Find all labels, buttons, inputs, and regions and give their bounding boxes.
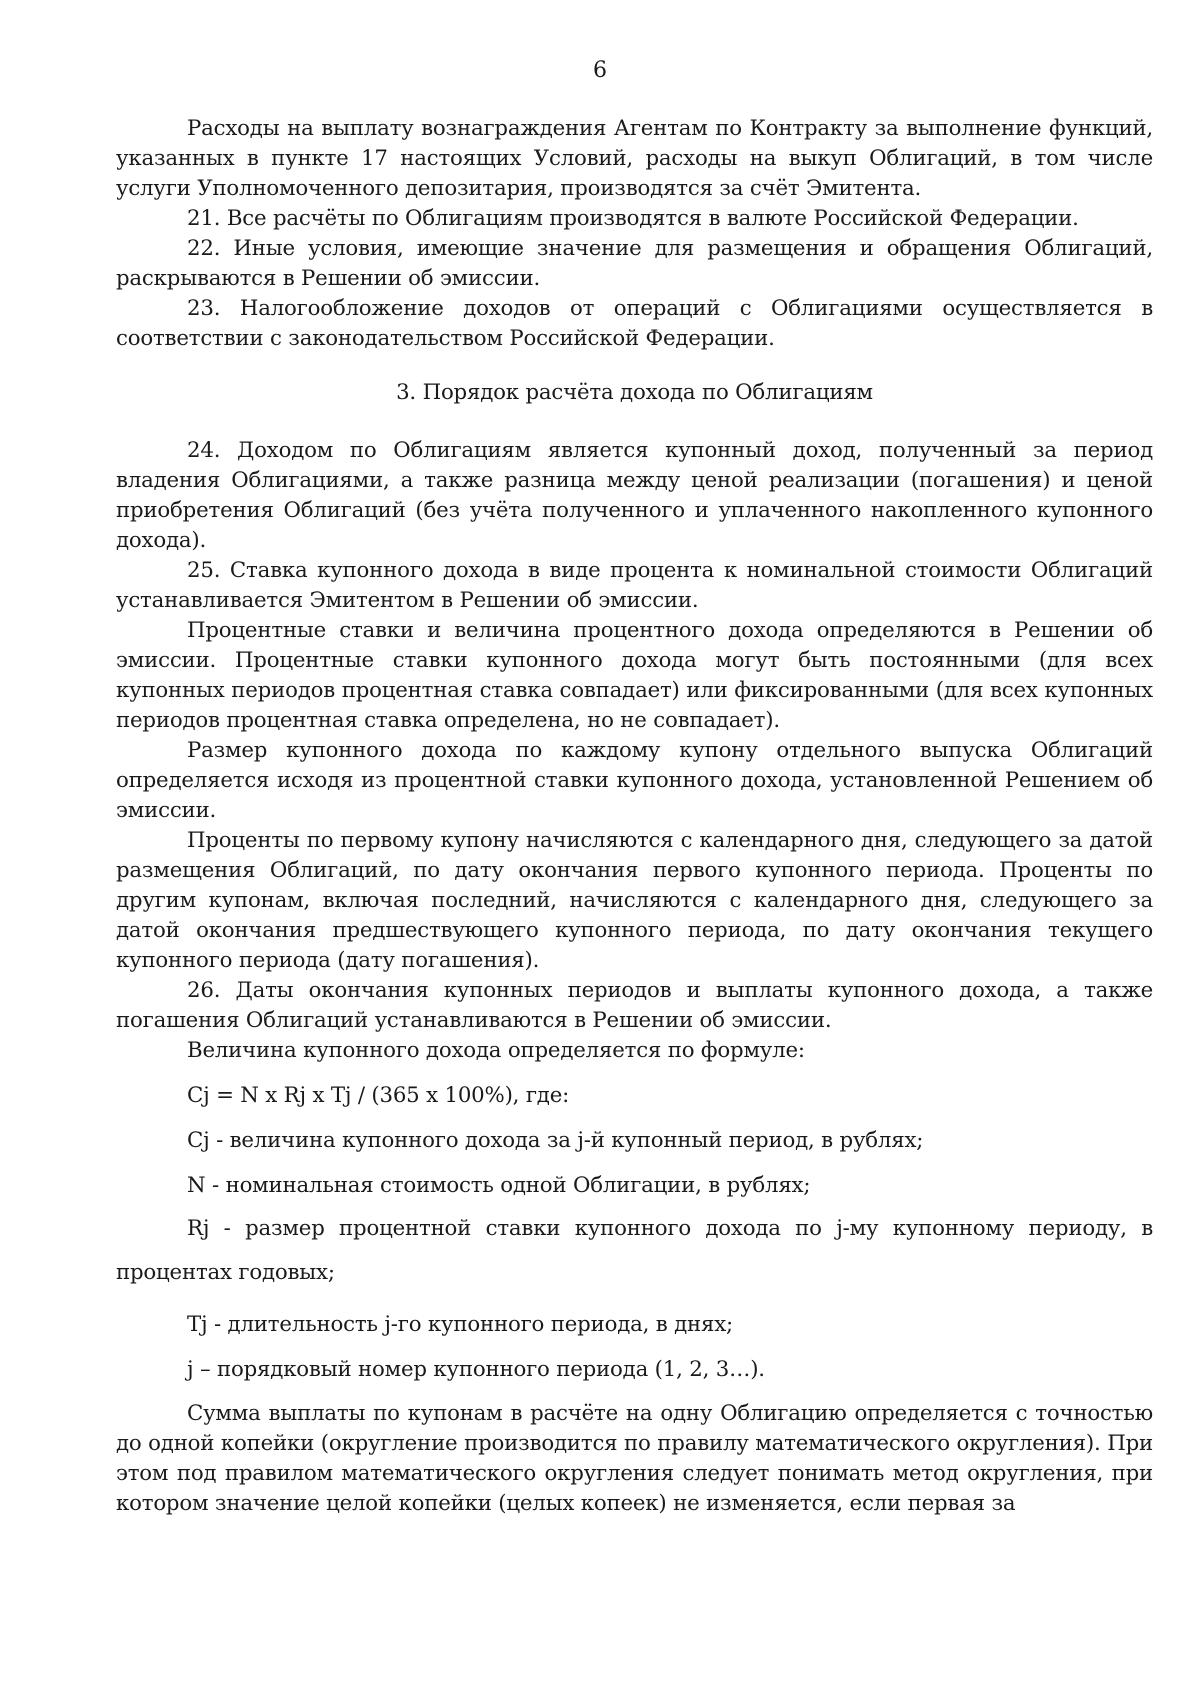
paragraph-interest-rates: Процентные ставки и величина процентного дохода определяются в Решении об эмиссии. Процентные ставки купонного дохода могут быть постоянными (для всех купонных периодов процентная ставка совпадает) или фиксированными (для всех купонных периодов процентная ставка определена, но не совпадает). xyxy=(116,618,1153,733)
paragraph-21: 21. Все расчёты по Облигациям производятся в валюте Российской Федерации. xyxy=(187,206,1079,231)
paragraph-23: 23. Налогообложение доходов от операций с Облигациями осуществляется в соответствии с законодательством Российской Федерации. xyxy=(116,296,1153,351)
paragraph-22: 22. Иные условия, имеющие значение для размещения и обращения Облигаций, раскрываются в Решении об эмиссии. xyxy=(116,236,1153,291)
paragraph-26: 26. Даты окончания купонных периодов и выплаты купонного дохода, а также погашения Облигаций устанавливаются в Решении об эмиссии. xyxy=(116,978,1153,1033)
page-number: 6 xyxy=(593,58,607,83)
paragraph-interest-accrual: Проценты по первому купону начисляются с календарного дня, следующего за датой размещения Облигаций, по дату окончания первого купонного периода. Проценты по другим купонам, включая последний, начисляются с календарного дня, следующего за датой окончания предшествующего купонного периода, по дату окончания текущего купонного периода (дату погашения). xyxy=(116,828,1153,973)
paragraph-25: 25. Ставка купонного дохода в виде процента к номинальной стоимости Облигаций устанавливается Эмитентом в Решении об эмиссии. xyxy=(116,558,1153,613)
paragraph-formula-intro: Величина купонного дохода определяется по формуле: xyxy=(187,1038,805,1063)
definition-rj: Rj - размер процентной ставки купонного дохода по j-му купонному периоду, в процентах годовых; xyxy=(116,1216,1153,1285)
section-heading: 3. Порядок расчёта дохода по Облигациям xyxy=(396,380,873,405)
paragraph-coupon-rounding: Сумма выплаты по купонам в расчёте на одну Облигацию определяется с точностью до одной копейки (округление производится по правилу математического округления). При этом под правилом математического округления следует понимать метод округления, при котором значение целой копейки (целых копеек) не изменяется, если первая за xyxy=(116,1401,1153,1516)
definition-tj: Tj - длительность j-го купонного периода, в днях; xyxy=(187,1312,734,1337)
paragraph-24: 24. Доходом по Облигациям является купонный доход, полученный за период владения Облигациями, а также разница между ценой реализации (погашения) и ценой приобретения Облигаций (без учёта полученного и уплаченного накопленного купонного дохода). xyxy=(116,438,1153,553)
coupon-formula: Cj = N x Rj x Tj / (365 x 100%), где: xyxy=(187,1083,570,1108)
document-body xyxy=(116,114,1153,1519)
definition-j: j – порядковый номер купонного периода (1, 2, 3…). xyxy=(187,1357,765,1382)
paragraph-coupon-size: Размер купонного дохода по каждому купону отдельного выпуска Облигаций определяется исходя из процентной ставки купонного дохода, установленной Решением об эмиссии. xyxy=(116,738,1153,823)
definition-n: N - номинальная стоимость одной Облигации, в рублях; xyxy=(187,1173,811,1198)
paragraph-agents-expenses: Расходы на выплату вознаграждения Агентам по Контракту за выполнение функций, указанных в пункте 17 настоящих Условий, расходы на выкуп Облигаций, в том числе услуги Уполномоченного депозитария, производятся за счёт Эмитента. xyxy=(116,116,1153,201)
definition-cj: Cj - величина купонного дохода за j-й купонный период, в рублях; xyxy=(187,1128,924,1153)
